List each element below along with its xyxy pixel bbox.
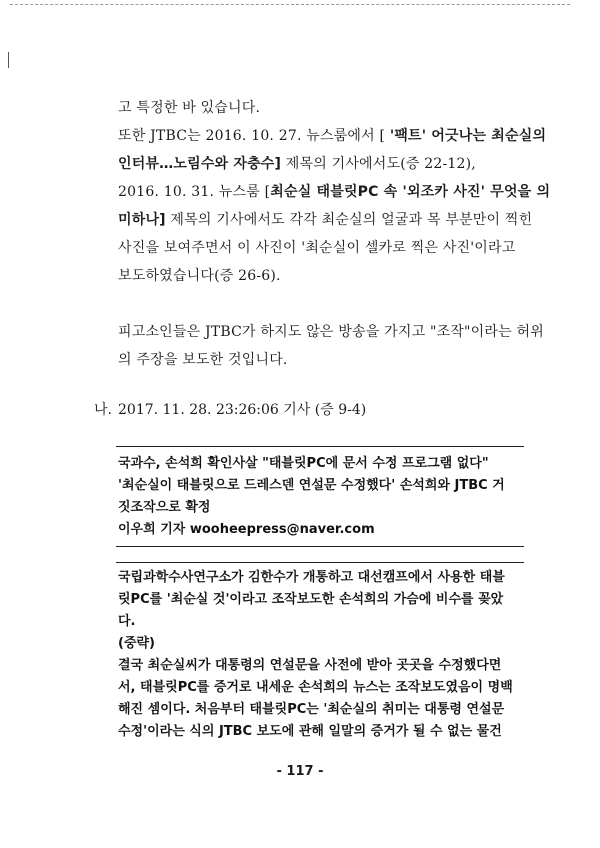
body-line: 고 특정한 바 있습니다. — [118, 100, 261, 116]
quote-text: 수정'이라는 식의 JTBC 보도에 관해 일말의 증거가 될 수 없는 물건 — [118, 724, 502, 739]
body-text: 2016. 10. 31. 뉴스룸 [ — [118, 184, 271, 200]
article-title: '팩트' 어긋나는 최순실의 — [389, 128, 547, 144]
quote-subheadline: '최순실이 태블릿으로 드레스덴 연설문 수정했다' 손석희와 JTBC 거 — [118, 478, 505, 493]
quote-text: 결국 최순실씨가 대통령의 연설문을 사전에 받아 곳곳을 수정했다면 — [118, 658, 502, 673]
article-title: 최순실 태블릿PC 속 '외조카 사진' 무엇을 의 — [270, 184, 551, 200]
body-line: 피고소인들은 JTBC가 하지도 않은 방송을 가지고 "조작"이라는 허위 — [118, 324, 544, 340]
article-title: 인터뷰…노림수와 자충수] — [118, 156, 282, 172]
item-heading: 2017. 11. 28. 23:26:06 기사 (증 9-4) — [118, 402, 367, 418]
body-line — [118, 210, 533, 230]
quote-text: 해진 셈이다. 처음부터 태블릿PC는 '최순실의 취미는 대통령 연설문 — [118, 702, 505, 717]
article-title: 미하나] — [118, 212, 166, 228]
body-line — [118, 154, 524, 174]
quote-text: 다. — [118, 614, 136, 629]
body-line: 사진을 보여주면서 이 사진이 '최순실이 셀카로 찍은 사진'이라고 — [118, 240, 516, 256]
body-line — [118, 182, 551, 202]
scan-mark-left — [8, 52, 9, 68]
quote-headline: 국과수, 손석희 확인사살 "태블릿PC에 문서 수정 프로그램 없다" — [118, 456, 489, 471]
quote-text: 국립과학수사연구소가 김한수가 개통하고 대선캠프에서 사용한 태블 — [118, 570, 505, 585]
quote-byline: 이우희 기자 wooheepress@naver.com — [118, 522, 375, 537]
quote-text: 서, 태블릿PC를 증거로 내세운 손석희의 뉴스는 조작보도였음이 명백 — [118, 680, 513, 695]
item-marker: 나. — [94, 402, 112, 418]
quote-rule-top — [116, 562, 524, 563]
body-line: 의 주장을 보도한 것입니다. — [118, 352, 288, 368]
quote-subheadline: 짓조작으로 확정 — [118, 500, 211, 515]
body-line: 보도하였습니다(증 26-6). — [118, 268, 281, 284]
quote-rule-bottom — [116, 546, 524, 547]
page-number: - 117 - — [276, 764, 324, 779]
scan-edge-top — [10, 4, 570, 5]
quote-text: 릿PC를 '최순실 것'이라고 조작보도한 손석희의 가슴에 비수를 꽂았 — [118, 592, 504, 607]
quote-omission-note: (중략) — [118, 636, 155, 651]
body-text: 또한 JTBC는 2016. 10. 27. 뉴스룸에서 [ — [118, 128, 390, 144]
body-line — [118, 126, 547, 146]
quote-rule-top — [116, 446, 524, 447]
body-text: 제목의 기사에서도(증 22-12), — [281, 156, 476, 172]
body-text: 제목의 기사에서도 각각 최순실의 얼굴과 목 부분만이 찍힌 — [165, 212, 533, 228]
